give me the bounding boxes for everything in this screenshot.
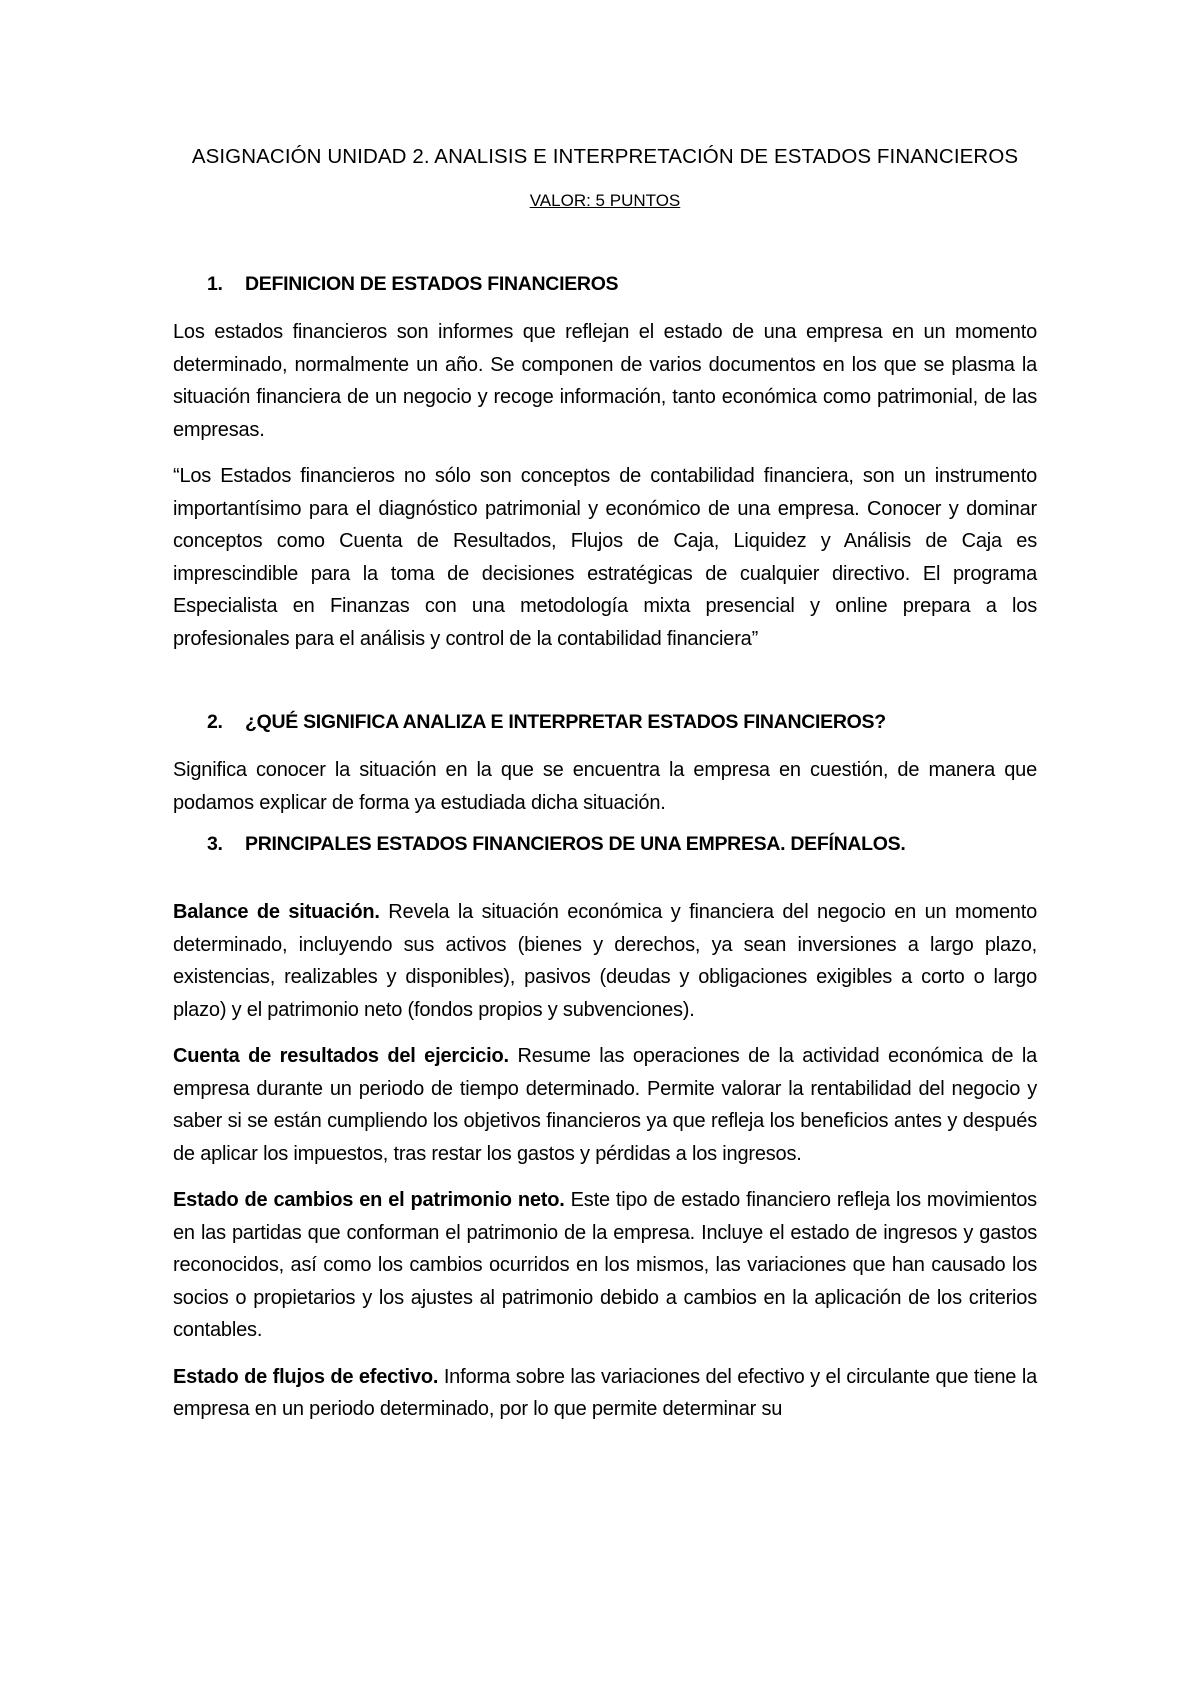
paragraph: Los estados financieros son informes que reflejan el estado de una empresa en un momento determinado, normalmente un año. Se componen de varios documentos en los que se plasma la situación financiera de un negocio y recoge información, tanto económica como patrimonial, de las empresas.: [173, 321, 1037, 441]
document-title: ASIGNACIÓN UNIDAD 2. ANALISIS E INTERPRETACIÓN DE ESTADOS FINANCIEROS: [191, 145, 1019, 168]
definition-term: Balance de situación.: [173, 901, 380, 923]
section-number: 1.: [207, 273, 223, 295]
section-heading-2: [173, 711, 1037, 734]
document-value: [173, 191, 1037, 211]
paragraph: Significa conocer la situación en la que se encuentra la empresa en cuestión, de manera que podamos explicar de forma ya estudiada dicha situación.: [173, 759, 1037, 814]
definition-patrimonio: [173, 1184, 1037, 1347]
definition-balance: [173, 896, 1037, 1026]
value-label: VALOR: 5 PUNTOS: [529, 191, 681, 210]
section-title: DEFINICION DE ESTADOS FINANCIEROS: [245, 273, 619, 295]
definition-term: Estado de flujos de efectivo.: [173, 1365, 439, 1388]
section-heading-3: [173, 833, 1037, 856]
definition-flujos: [173, 1361, 1037, 1426]
definition-term: Cuenta de resultados del ejercicio.: [173, 1045, 509, 1067]
definition-text: Este tipo de estado financiero refleja los movimientos en las partidas que conforman el patrimonio de la empresa. Incluye el estado de ingresos y gastos reconocidos, así como los cambios ocurridos en los mismos, las variaciones que han causado los socios o propietarios y los ajustes al patrimonio debido a cambios en la aplicación de los criterios contables.: [173, 1189, 1037, 1341]
section-number: 3.: [207, 833, 223, 855]
quote-paragraph: “Los Estados financieros no sólo son conceptos de contabilidad financiera, son un instrumento importantísimo para el diagnóstico patrimonial y económico de una empresa. Conocer y dominar conceptos como Cuenta de Resultados, Flujos de Caja, Liquidez y Análisis de Caja es imprescindible para la toma de decisiones estratégicas de cualquier directivo. El programa Especialista en Finanzas con una metodología mixta presencial y online prepara a los profesionales para el análisis y control de la contabilidad financiera”: [173, 465, 1037, 650]
section-number: 2.: [207, 711, 223, 733]
definition-term: Estado de cambios en el patrimonio neto.: [173, 1189, 565, 1211]
definition-text: Resume las operaciones de la actividad económica de la empresa durante un periodo de tiempo determinado. Permite valorar la rentabilidad del negocio y saber si se están cumpliendo los objetivos financieros ya que refleja los beneficios antes y después de aplicar los impuestos, tras restar los gastos y pérdidas a los ingresos.: [173, 1045, 1037, 1165]
section-title: ¿QUÉ SIGNIFICA ANALIZA E INTERPRETAR ESTADOS FINANCIEROS?: [245, 711, 886, 733]
section-title: PRINCIPALES ESTADOS FINANCIEROS DE UNA EMPRESA. DEFÍNALOS.: [245, 833, 906, 855]
section-heading-1: [173, 273, 1037, 296]
definition-resultados: [173, 1040, 1037, 1170]
definition-text: Revela la situación económica y financiera del negocio en un momento determinado, incluyendo sus activos (bienes y derechos, ya sean inversiones a largo plazo, existencias, realizables y disponibles), pasivos (deudas y obligaciones exigibles a corto o largo plazo) y el patrimonio neto (fondos propios y subvenciones).: [173, 901, 1038, 1021]
definition-text: Informa sobre las variaciones del efectivo y el circulante que tiene la empresa en un periodo determinado, por lo que permite determinar su: [173, 1365, 1037, 1420]
